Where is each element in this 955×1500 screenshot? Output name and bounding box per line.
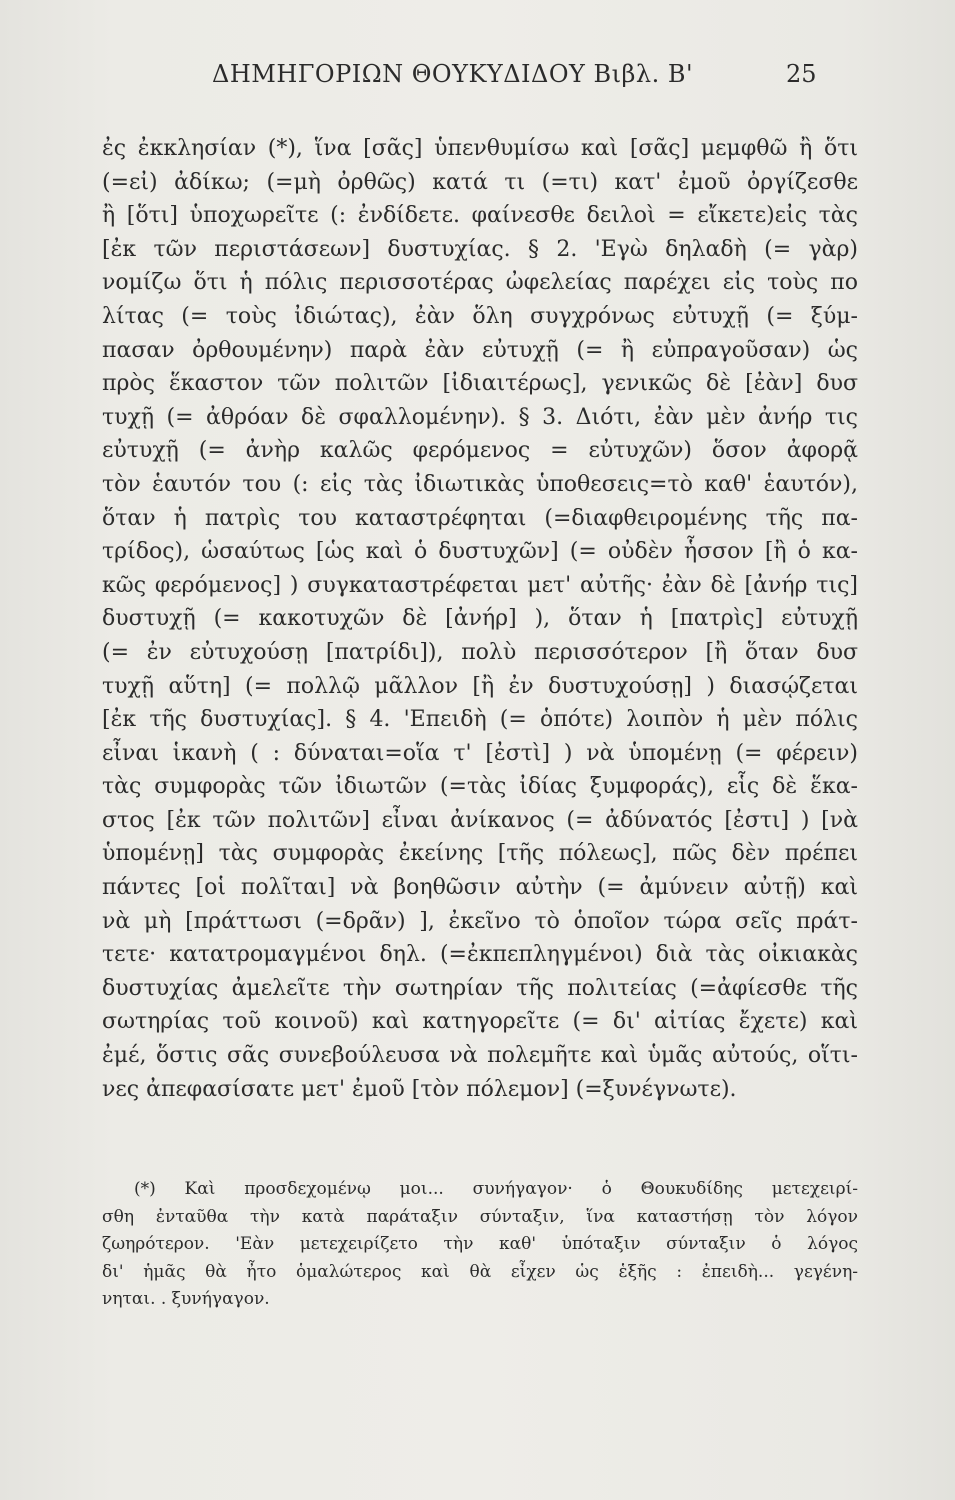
running-title: ΔΗΜΗΓΟΡΙΩΝ ΘΟΥΚΥΔΙΔΟΥ Βιβλ. Β'	[212, 60, 694, 88]
footnote-line: σθη ἐνταῦθα τὴν κατὰ παράταξιν σύνταξιν, ἵνα καταστήσῃ τὸν λόγον	[102, 1206, 858, 1227]
text-line: δυστυχίας ἀμελεῖτε τὴν σωτηρίαν τῆς πολιτείας (=ἀφίεσθε τῆς	[102, 975, 858, 1001]
footnote-line: δι' ἡμᾶς θὰ ἦτο ὁμαλώτερος καὶ θὰ εἶχεν ὡς ἑξῆς : ἐπειδὴ... γεγένη-	[102, 1261, 858, 1282]
text-line: ὅταν ἡ πατρὶς του καταστρέφηται (=διαφθειρομένης τῆς πα-	[102, 505, 858, 531]
text-line: τρίδος), ὡσαύτως [ὡς καὶ ὁ δυστυχῶν] (= οὐδὲν ἧσσον [ἢ ὁ κα-	[102, 539, 858, 565]
text-line: ἐμέ, ὅστις σᾶς συνεβούλευσα νὰ πολεμῆτε καὶ ὑμᾶς αὐτούς, οἵτι-	[102, 1043, 858, 1069]
footnote-line: ζωηρότερον. 'Εὰν μετεχειρίζετο τὴν καθ' ὑπόταξιν σύνταξιν ὁ λόγος	[102, 1234, 858, 1255]
text-line: εἶναι ἱκανὴ ( : δύναται=οἵα τ' [ἐστὶ] ) νὰ ὑπομένῃ (= φέρειν)	[102, 740, 858, 766]
text-line: στος [ἐκ τῶν πολιτῶν] εἶναι ἀνίκανος (= ἀδύνατός [ἐστι] ) [νὰ	[102, 807, 858, 833]
footnote-line: νηται. . ξυνήγαγον.	[102, 1289, 270, 1310]
text-line: ἢ [ὅτι] ὑποχωρεῖτε (: ἐνδίδετε. φαίνεσθε δειλοὶ = εἴκετε)εἰς τὰς	[102, 203, 858, 229]
text-line: εὐτυχῇ (= ἀνὴρ καλῶς φερόμενος = εὐτυχῶν) ὅσον ἀφορᾷ	[102, 438, 858, 464]
text-line: τυχῇ αὕτη] (= πολλῷ μᾶλλον [ἢ ἐν δυστυχούσῃ] ) διασῴζεται	[102, 673, 858, 699]
text-line: [ἐκ τῆς δυστυχίας]. § 4. 'Επειδὴ (= ὁπότε) λοιπὸν ἡ μὲν πόλις	[102, 707, 858, 733]
text-line: κῶς φερόμενος] ) συγκαταστρέφεται μετ' αὐτῆς· ἐὰν δὲ [ἀνήρ τις]	[102, 572, 858, 598]
text-line: πάντες [οἱ πολῖται] νὰ βοηθῶσιν αὐτὴν (= ἀμύνειν αὐτῇ) καὶ	[102, 875, 858, 901]
text-line: δυστυχῇ (= κακοτυχῶν δὲ [ἀνήρ] ), ὅταν ἡ [πατρὶς] εὐτυχῇ	[102, 606, 858, 632]
text-line: νες ἀπεφασίσατε μετ' ἐμοῦ [τὸν πόλεμον] (=ξυνέγνωτε).	[102, 1076, 737, 1102]
footnote	[102, 1176, 858, 1314]
text-line: (= ἐν εὐτυχούσῃ [πατρίδι]), πολὺ περισσότερον [ἢ ὅταν δυσ	[102, 639, 858, 665]
footnote-line: (*) Καὶ προσδεχομένῳ μοι... συνήγαγον· ὁ Θουκυδίδης μετεχειρί-	[134, 1179, 858, 1199]
text-line: ὑπομένῃ] τὰς συμφορὰς ἐκείνης [τῆς πόλεως], πῶς δὲν πρέπει	[102, 841, 858, 867]
text-line: πρὸς ἕκαστον τῶν πολιτῶν [ἰδιαιτέρως], γενικῶς δὲ [ἐὰν] δυσ	[102, 371, 858, 397]
text-line: [ἐκ τῶν περιστάσεων] δυστυχίας. § 2. 'Εγὼ δηλαδὴ (= γὰρ)	[102, 236, 858, 262]
text-line: τὸν ἑαυτόν του (: εἰς τὰς ἰδιωτικὰς ὑποθεσεις=τὸ καθ' ἑαυτόν),	[102, 471, 858, 497]
page-header	[0, 60, 955, 100]
text-line: τετε· κατατρομαγμένοι δηλ. (=ἐκπεπληγμένοι) διὰ τὰς οἰκιακὰς	[102, 942, 858, 968]
text-line: νομίζω ὅτι ἡ πόλις περισσοτέρας ὠφελείας παρέχει εἰς τοὺς πο	[102, 270, 858, 296]
text-line: τυχῇ (= ἀθρόαν δὲ σφαλλομένην). § 3. Διότι, ἐὰν μὲν ἀνήρ τις	[102, 404, 858, 430]
text-line: πασαν ὀρθουμένην) παρὰ ἐὰν εὐτυχῇ (= ἢ εὐπραγοῦσαν) ὡς	[102, 337, 858, 363]
main-text	[102, 132, 858, 1106]
text-line: τὰς συμφορὰς τῶν ἰδιωτῶν (=τὰς ἰδίας ξυμφοράς), εἷς δὲ ἕκα-	[102, 774, 858, 800]
text-line: λίτας (= τοὺς ἰδιώτας), ἐὰν ὅλη συγχρόνως εὐτυχῇ (= ξύμ-	[102, 303, 858, 329]
text-line: σωτηρίας τοῦ κοινοῦ) καὶ κατηγορεῖτε (= δι' αἰτίας ἔχετε) καὶ	[102, 1009, 858, 1035]
page-number: 25	[786, 60, 817, 88]
text-line: νὰ μὴ [πράττωσι (=δρᾶν) ], ἐκεῖνο τὸ ὁποῖον τώρα σεῖς πράτ-	[102, 908, 858, 934]
text-line: (=εἰ) ἀδίκω; (=μὴ ὀρθῶς) κατά τι (=τι) κατ' ἐμοῦ ὀργίζεσθε	[102, 169, 858, 195]
text-line: ἐς ἐκκλησίαν (*), ἵνα [σᾶς] ὑπενθυμίσω καὶ [σᾶς] μεμφθῶ ἢ ὅτι	[102, 136, 858, 161]
